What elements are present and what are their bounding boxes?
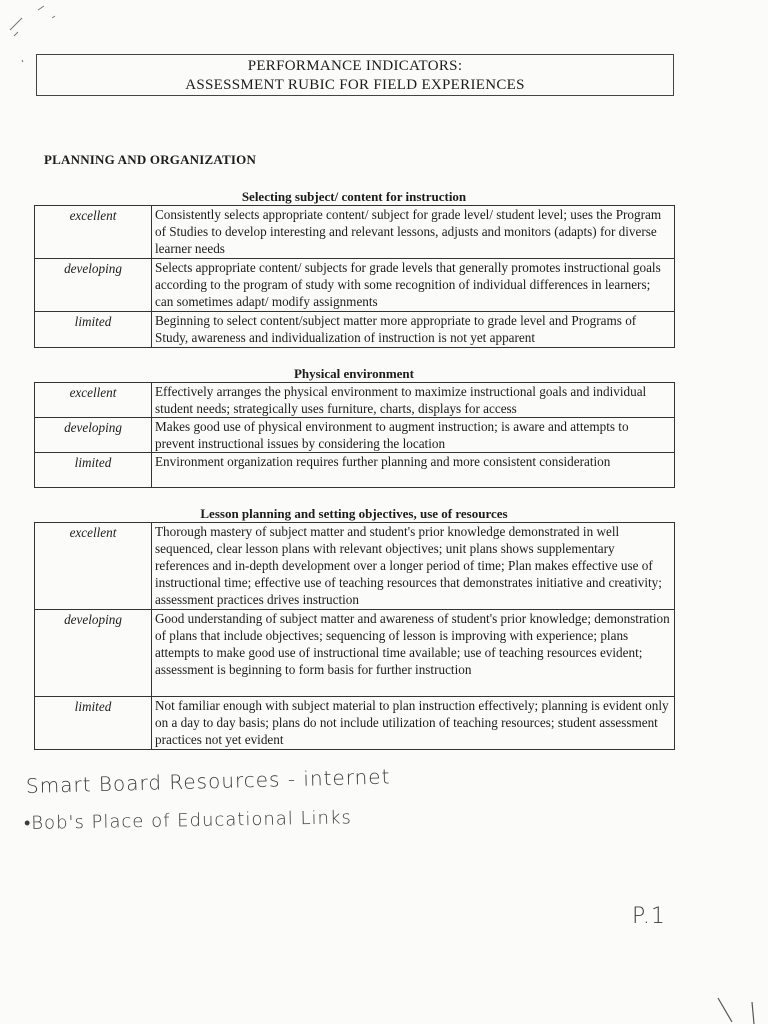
table-row bbox=[35, 312, 675, 348]
level-label: excellent bbox=[35, 206, 152, 259]
scan-artifact-marks bbox=[0, 0, 80, 70]
scan-artifact-corner bbox=[712, 994, 768, 1024]
table-heading-lesson-planning: Lesson planning and setting objectives, use of resources bbox=[200, 506, 508, 521]
document-title-box bbox=[36, 54, 674, 96]
level-label: excellent bbox=[35, 523, 152, 610]
criteria-text: Consistently selects appropriate content/ subject for grade level/ student level; uses the Program of Studies to develop interesting and relevant lessons, adjusts and monitors (adapts) for diverse learner needs bbox=[152, 206, 675, 259]
level-label: limited bbox=[35, 453, 152, 488]
table-row bbox=[35, 610, 675, 697]
criteria-text: Environment organization requires further planning and more consistent consideration bbox=[152, 453, 675, 488]
rubric-table-physical-environment bbox=[34, 382, 675, 488]
table-row bbox=[35, 418, 675, 453]
criteria-text: Thorough mastery of subject matter and student's prior knowledge demonstrated in well sequenced, clear lesson plans with relevant objectives; unit plans shows supplementary references and in-depth development over a longer period of time; Plan makes effective use of instructional time; effective use of teaching resources that demonstrates initiative and creativity; assessment practices drives instruction bbox=[152, 523, 675, 610]
table-row bbox=[35, 453, 675, 488]
handwritten-note-2: •Bob's Place of Educational Links bbox=[23, 807, 352, 834]
handwritten-note-1: Smart Board Resources - internet bbox=[25, 764, 391, 798]
criteria-text: Makes good use of physical environment to augment instruction; is aware and attempts to prevent instructional issues by considering the location bbox=[152, 418, 675, 453]
criteria-text: Beginning to select content/subject matter more appropriate to grade level and Programs of Study, awareness and individualization of instruction is not yet apparent bbox=[152, 312, 675, 348]
criteria-text: Effectively arranges the physical environment to maximize instructional goals and individual student needs; strategically uses furniture, charts, displays for access bbox=[152, 383, 675, 418]
title-line-1: PERFORMANCE INDICATORS: bbox=[247, 58, 463, 74]
table-heading-physical-environment: Physical environment bbox=[293, 366, 414, 381]
level-label: developing bbox=[35, 610, 152, 697]
level-label: excellent bbox=[35, 383, 152, 418]
table-row bbox=[35, 523, 675, 610]
level-label: developing bbox=[35, 418, 152, 453]
table-row bbox=[35, 259, 675, 312]
section-title: PLANNING AND ORGANIZATION bbox=[44, 152, 257, 167]
title-line-2: ASSESSMENT RUBIC FOR FIELD EXPERIENCES bbox=[185, 77, 525, 93]
level-label: developing bbox=[35, 259, 152, 312]
handwritten-page-mark: P.1 bbox=[632, 904, 666, 929]
level-label: limited bbox=[35, 312, 152, 348]
criteria-text: Good understanding of subject matter and awareness of student's prior knowledge; demonstration of plans that include objectives; sequencing of lesson is improving with experience; plans attempts to make good use of instructional time available; use of teaching resources evident; assessment is beginning to form basis for further instruction bbox=[152, 610, 675, 697]
table-row bbox=[35, 697, 675, 750]
table-row bbox=[35, 206, 675, 259]
table-row bbox=[35, 383, 675, 418]
rubric-table-selecting-content bbox=[34, 205, 675, 348]
rubric-table-lesson-planning bbox=[34, 522, 675, 750]
criteria-text: Not familiar enough with subject material to plan instruction effectively; planning is evident only on a day to day basis; plans do not include utilization of teaching resources; student assessment practices not yet evident bbox=[152, 697, 675, 750]
table-heading-selecting-content: Selecting subject/ content for instruction bbox=[241, 189, 467, 204]
criteria-text: Selects appropriate content/ subjects for grade levels that generally promotes instructional goals according to the program of study with some recognition of individual differences in learners; can sometimes adapt/ modify assignments bbox=[152, 259, 675, 312]
level-label: limited bbox=[35, 697, 152, 750]
